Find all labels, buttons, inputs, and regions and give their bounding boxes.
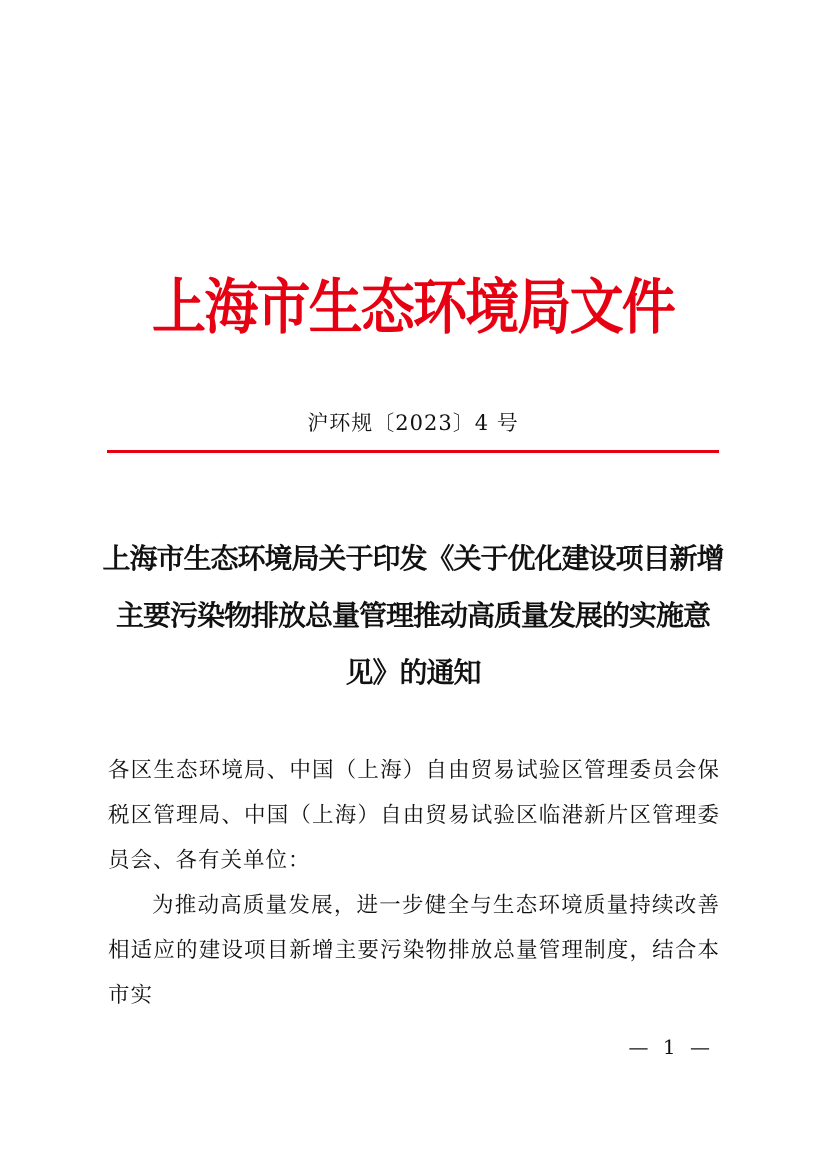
red-divider-line	[107, 450, 719, 453]
document-masthead: 上海市生态环境局文件	[152, 273, 675, 343]
document-number: 沪环规〔2023〕4 号	[307, 411, 519, 435]
addressee-paragraph: 各区生态环境局、中国（上海）自由贸易试验区管理委员会保税区管理局、中国（上海）自由贸易试验区临港新片区管理委员会、各有关单位：	[108, 758, 720, 873]
document-body	[108, 748, 720, 1018]
document-title: 上海市生态环境局关于印发《关于优化建设项目新增主要污染物排放总量管理推动高质量发展的实施意见》的通知	[102, 542, 724, 689]
page-number: — 1 —	[628, 1035, 714, 1059]
body-paragraph: 为推动高质量发展，进一步健全与生态环境质量持续改善相适应的建设项目新增主要污染物排放总量管理制度，结合本市实	[108, 893, 720, 1008]
